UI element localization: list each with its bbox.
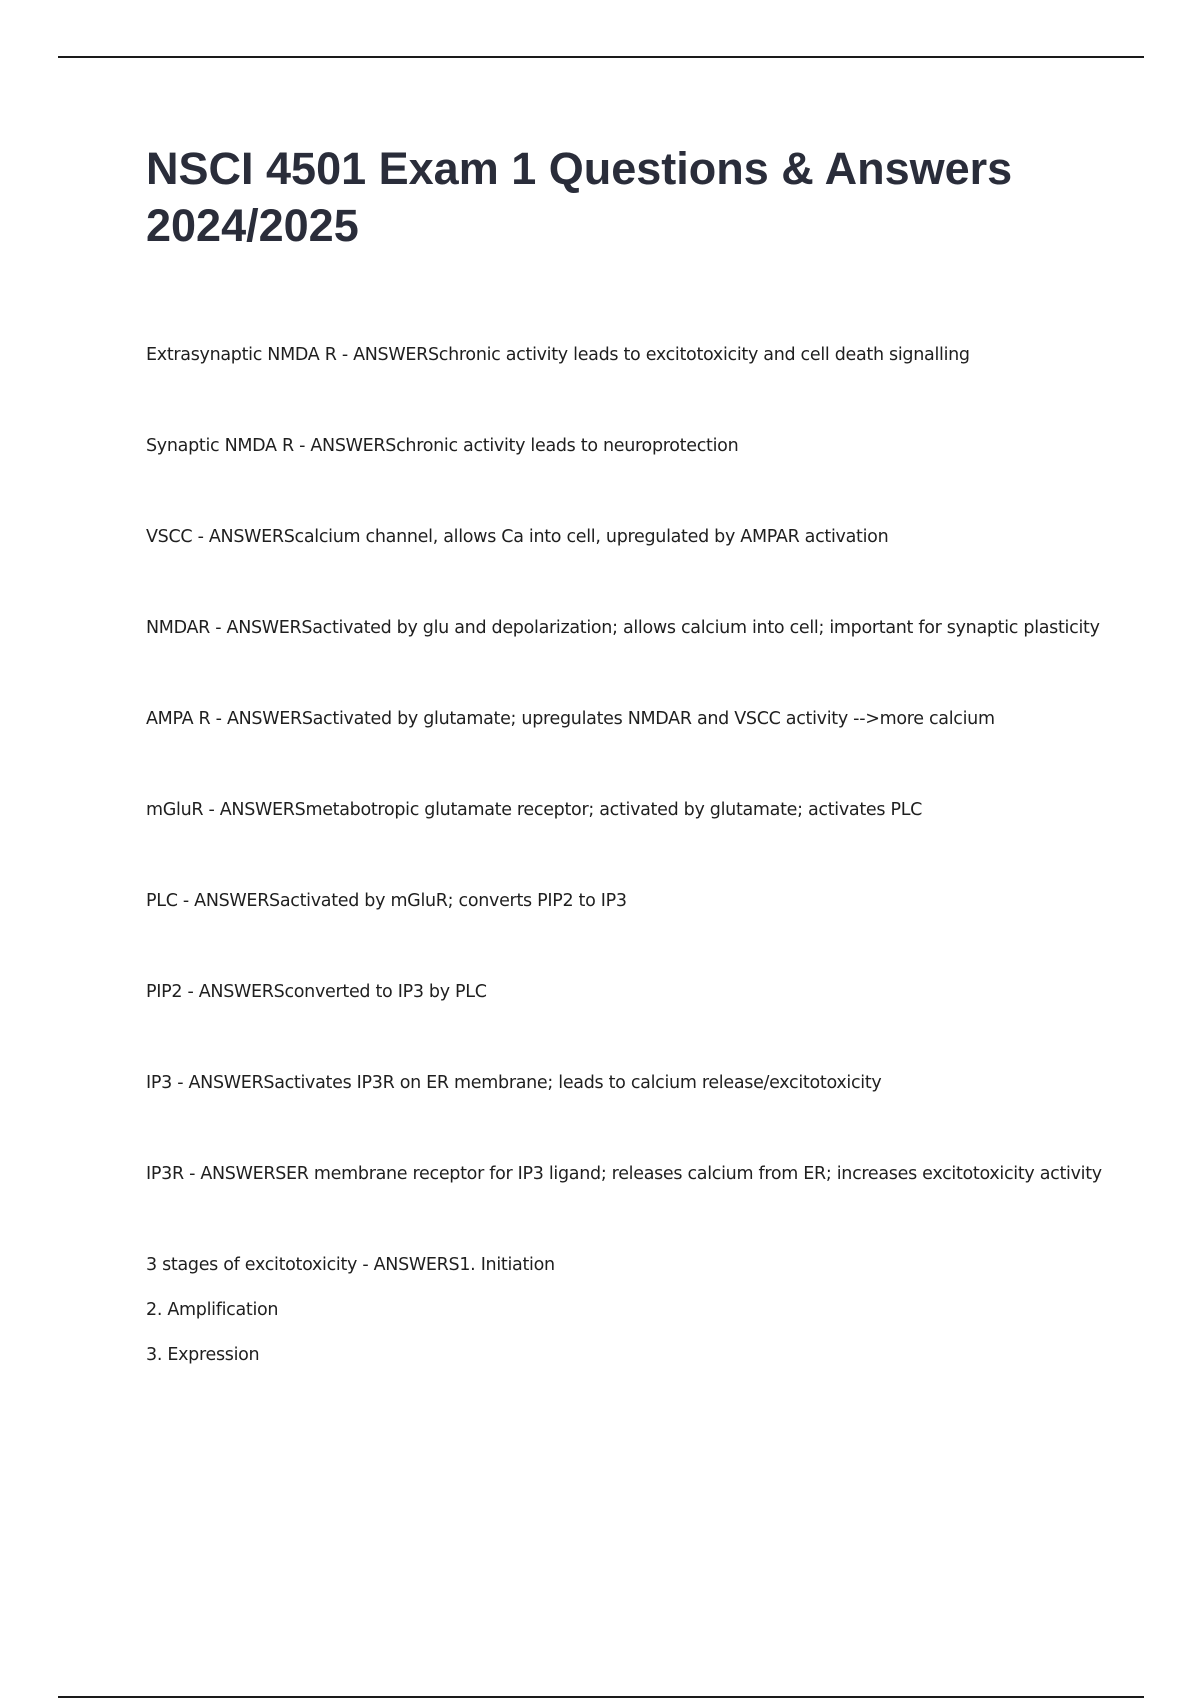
qa-item: VSCC - ANSWERScalcium channel, allows Ca into cell, upregulated by AMPAR activation <box>146 527 889 547</box>
qa-item: Synaptic NMDA R - ANSWERSchronic activity leads to neuroprotection <box>146 436 739 456</box>
qa-item: IP3 - ANSWERSactivates IP3R on ER membrane; leads to calcium release/excitotoxicity <box>146 1073 882 1093</box>
qa-list <box>146 341 1106 1370</box>
qa-item: NMDAR - ANSWERSactivated by glu and depolarization; allows calcium into cell; important for synaptic plasticity <box>146 618 1100 638</box>
qa-item: 3 stages of excitotoxicity - ANSWERS1. Initiation <box>146 1255 555 1275</box>
qa-continuation-line: 2. Amplification <box>146 1300 279 1320</box>
bottom-divider <box>58 1696 1144 1698</box>
qa-item: PIP2 - ANSWERSconverted to IP3 by PLC <box>146 982 487 1002</box>
qa-continuation-line: 3. Expression <box>146 1345 260 1365</box>
qa-item: IP3R - ANSWERSER membrane receptor for IP3 ligand; releases calcium from ER; increases excitotoxicity activity <box>146 1164 1102 1184</box>
qa-item: PLC - ANSWERSactivated by mGluR; converts PIP2 to IP3 <box>146 891 627 911</box>
qa-item: mGluR - ANSWERSmetabotropic glutamate receptor; activated by glutamate; activates PLC <box>146 800 923 820</box>
document-body <box>146 140 1106 1370</box>
qa-item: AMPA R - ANSWERSactivated by glutamate; upregulates NMDAR and VSCC activity -->more calcium <box>146 709 995 729</box>
qa-item: Extrasynaptic NMDA R - ANSWERSchronic activity leads to excitotoxicity and cell death signalling <box>146 345 970 365</box>
document-title: NSCI 4501 Exam 1 Questions & Answers 2024/2025 <box>146 143 1013 251</box>
top-divider <box>58 56 1144 58</box>
